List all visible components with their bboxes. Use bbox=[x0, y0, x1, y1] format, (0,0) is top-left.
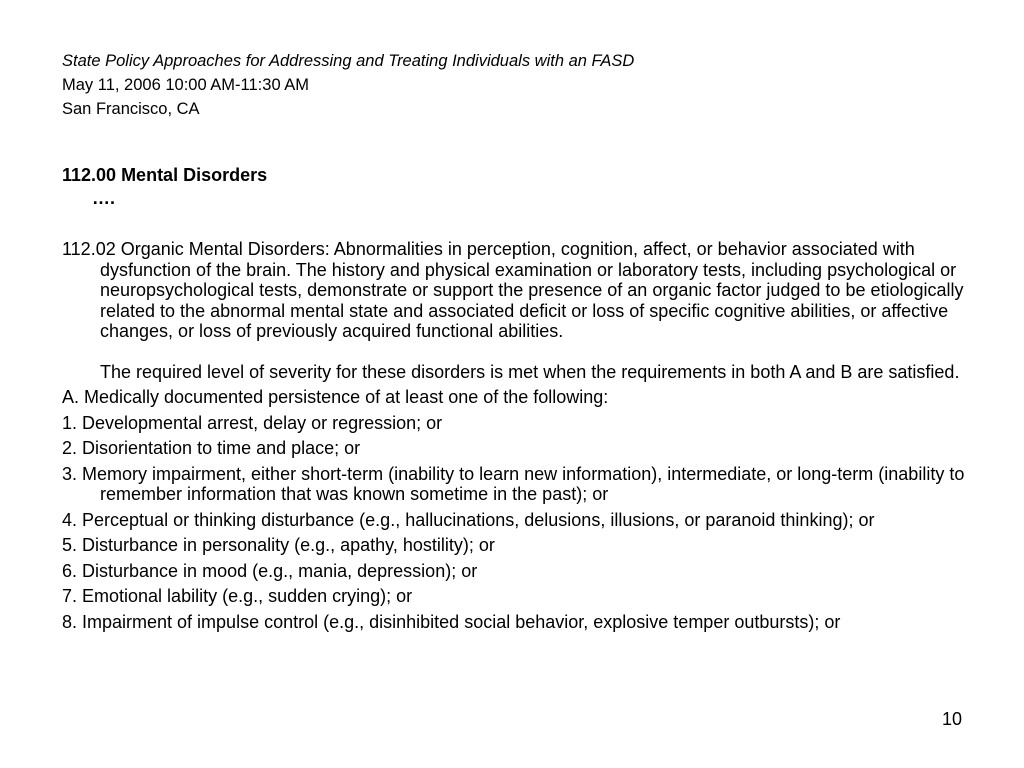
organic-mental-disorders-definition: 112.02 Organic Mental Disorders: Abnormalities in perception, cognition, affect, or behavior associated with dysfunction of the brain. The history and physical examination or laboratory tests, including psychological or neuropsychological tests, demonstrate or support the presence of an organic factor judged to be etiologically related to the abnormal mental state and associated deficit or loss of specific cognitive abilities, or affective changes, or loss of previously acquired functional abilities. bbox=[62, 239, 964, 341]
list-item: 4. Perceptual or thinking disturbance (e.g., hallucinations, delusions, illusions, or paranoid thinking); or bbox=[62, 509, 875, 530]
list-item: 1. Developmental arrest, delay or regression; or bbox=[62, 412, 443, 433]
list-item: 3. Memory impairment, either short-term (inability to learn new information), intermediate, or long-term (inability to remember information that was known sometime in the past); or bbox=[62, 463, 965, 504]
list-item: 5. Disturbance in personality (e.g., apathy, hostility); or bbox=[62, 535, 495, 555]
omission-ellipsis: …. bbox=[92, 188, 116, 208]
slide-body bbox=[62, 162, 982, 632]
criterion-a-list bbox=[62, 413, 982, 633]
page-number: 10 bbox=[941, 709, 962, 729]
severity-requirement: The required level of severity for these disorders is met when the requirements in both A and B are satisfied. bbox=[100, 361, 960, 382]
list-item: 7. Emotional lability (e.g., sudden crying); or bbox=[62, 586, 413, 606]
list-item: 2. Disorientation to time and place; or bbox=[62, 438, 361, 458]
presentation-location: San Francisco, CA bbox=[62, 100, 200, 118]
slide-header bbox=[62, 49, 1002, 121]
list-item: 8. Impairment of impulse control (e.g., disinhibited social behavior, explosive temper outbursts); or bbox=[62, 611, 841, 632]
list-item: 6. Disturbance in mood (e.g., mania, depression); or bbox=[62, 560, 478, 581]
criterion-a-heading: A. Medically documented persistence of at least one of the following: bbox=[62, 387, 609, 407]
section-heading: 112.00 Mental Disorders bbox=[62, 165, 268, 185]
presentation-date-time: May 11, 2006 10:00 AM-11:30 AM bbox=[62, 76, 310, 94]
presentation-title: State Policy Approaches for Addressing and Treating Individuals with an FASD bbox=[62, 52, 635, 70]
